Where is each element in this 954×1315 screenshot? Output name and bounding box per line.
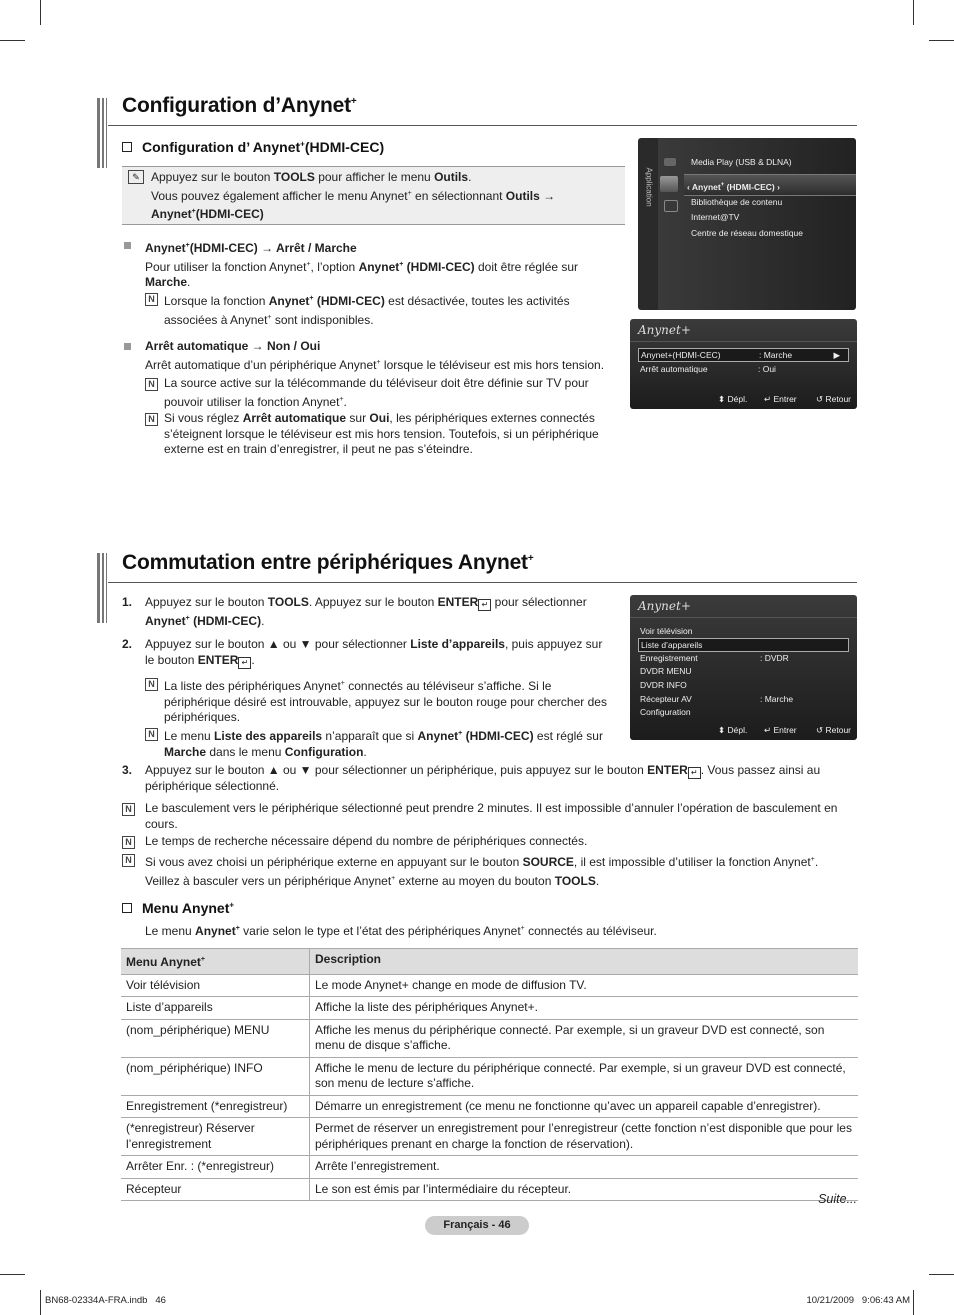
note-text: La source active sur la télécommande du téléviseur doit être définie sur TV pour pouvoir utiliser la fonction Anynet+. <box>164 376 589 409</box>
device-menu-item[interactable]: DVDR MENU <box>640 666 692 676</box>
section-bars <box>97 553 107 623</box>
arrow-right-icon: ▶ <box>833 350 840 360</box>
anynet-logo: Anynet+ <box>638 323 691 337</box>
menu-item[interactable]: Centre de réseau domestique <box>691 228 803 238</box>
menu-cell: Arrêter Enr. : (*enregistreur) <box>121 1156 310 1179</box>
square-bullet-icon <box>124 242 131 249</box>
table-row <box>121 1057 858 1095</box>
note-text: Si vous réglez Arrêt automatique sur Oui, les périphériques externes connectés s’éteignent lorsque le téléviseur est mis hors tension. Toutefois, si un périphérique externe est en train d’enregistrer, il peut ne pas s’éteindre. <box>164 411 599 456</box>
table-row <box>121 1019 858 1057</box>
checkbox-bullet-icon <box>122 142 132 152</box>
content-library-icon <box>664 200 678 212</box>
section-title: Commutation entre périphériques Anynet+ <box>122 551 534 574</box>
note-icon: N <box>145 678 158 691</box>
print-datetime: 10/21/2009 9:06:43 AM <box>806 1295 910 1306</box>
anynet-icon <box>660 176 678 192</box>
header-divider <box>630 341 857 342</box>
table-row <box>121 997 858 1020</box>
section-rule <box>108 125 857 126</box>
return-icon: ↺ <box>816 394 826 404</box>
device-menu-item[interactable]: DVDR INFO <box>640 680 687 690</box>
menu-intro: Le menu Anynet+ varie selon le type et l’état des périphériques Anynet+ connectés au téléviseur. <box>145 924 657 938</box>
menu-item[interactable]: Bibliothèque de contenu <box>691 197 783 207</box>
crop-mark <box>0 40 25 41</box>
crop-mark <box>929 40 954 41</box>
note-icon: N <box>145 293 158 306</box>
desc-cell: Affiche les menus du périphérique connecté. Par exemple, si un graveur DVD est connecté, son menu de disque s’affiche. <box>310 1019 859 1057</box>
table-row <box>121 1095 858 1118</box>
crop-mark <box>0 1274 25 1275</box>
note-text: Lorsque la fonction Anynet+ (HDMI-CEC) est désactivée, toutes les activités associées à Anynet+ sont indisponibles. <box>164 294 570 327</box>
note-icon: N <box>122 854 135 867</box>
footer-move: ⬍ Dépl. <box>718 725 748 735</box>
enter-icon: ↵ <box>478 599 491 611</box>
setup-row-hdmi[interactable]: Anynet+(HDMI-CEC) : Marche ▶ <box>638 348 849 362</box>
menu-cell: (nom_périphérique) MENU <box>121 1019 310 1057</box>
device-menu-item[interactable]: Configuration <box>640 707 691 717</box>
note-icon: N <box>122 836 135 849</box>
print-file-info: BN68-02334A-FRA.indb 46 <box>45 1295 166 1306</box>
crop-mark <box>913 0 914 25</box>
note-icon: N <box>122 803 135 816</box>
step-2: Appuyez sur le bouton ▲ ou ▼ pour sélectionner Liste d’appareils, puis appuyez sur le bouton ENTER ↵ . <box>145 637 603 667</box>
updown-icon: ⬍ <box>718 725 728 735</box>
step-number: 3. <box>122 763 133 777</box>
desc-cell: Le son est émis par l’intermédiaire du récepteur. <box>310 1178 859 1201</box>
desc-cell: Affiche le menu de lecture du périphérique connecté. Par exemple, si un graveur DVD est connecté, son menu de lecture s’affiche. <box>310 1057 859 1095</box>
setup-row-auto-off[interactable]: Arrêt automatique : Oui <box>640 364 776 374</box>
crop-mark <box>929 1274 954 1275</box>
square-bullet-icon <box>124 343 131 350</box>
info-box-text: Appuyez sur le bouton TOOLS pour afficher le menu Outils. Vous pouvez également afficher le menu Anynet+ en sélectionnant Outils → Anynet+(HDMI-CEC) <box>151 170 556 221</box>
anynet-menu-table <box>121 948 858 1201</box>
note-text: Si vous avez choisi un périphérique externe en appuyant sur le bouton SOURCE, il est impossible d’utiliser la fonction Anynet+. Veillez à basculer vers un périphérique Anynet+ externe au moyen du bouton TOOLS. <box>145 855 819 888</box>
return-icon: ↺ <box>816 725 826 735</box>
step-3: Appuyez sur le bouton ▲ ou ▼ pour sélectionner un périphérique, puis appuyez sur le bouton ENTER ↵ . Vous passez ainsi au périphérique sélectionné. <box>145 763 821 793</box>
menu-cell: Voir télévision <box>121 974 310 997</box>
desc-cell: Démarre un enregistrement (ce menu ne fonctionne qu’avec un appareil capable d’enregistrer). <box>310 1095 859 1118</box>
menu-cell: Récepteur <box>121 1178 310 1201</box>
desc-cell: Arrête l’enregistrement. <box>310 1156 859 1179</box>
step-number: 2. <box>122 637 133 651</box>
table-row <box>121 1118 858 1156</box>
desc-cell: Le mode Anynet+ change en mode de diffusion TV. <box>310 974 859 997</box>
footer-enter: ↵ Entrer <box>764 725 797 735</box>
note-icon: N <box>145 728 158 741</box>
application-menu-screen <box>638 138 856 310</box>
device-menu-item[interactable]: Voir télévision <box>640 626 693 636</box>
anynet-device-screen <box>630 595 857 740</box>
subheading: Configuration d’ Anynet+(HDMI-CEC) <box>122 139 384 155</box>
device-menu-item[interactable]: Récepteur AV : Marche <box>640 694 794 704</box>
note-text: Le temps de recherche nécessaire dépend du nombre de périphériques connectés. <box>145 834 588 848</box>
anynet-logo: Anynet+ <box>638 599 691 613</box>
section-bars <box>97 98 107 168</box>
continued-label: Suite... <box>818 1192 857 1206</box>
footer-back: ↺ Retour <box>816 725 851 735</box>
item-anynet-hdmi: Anynet+(HDMI-CEC) → Arrêt / Marche Pour utiliser la fonction Anynet+, l’option Anynet+ (HDMI-CEC) doit être réglée sur Marche. <box>145 241 579 289</box>
device-menu-item-selected[interactable]: Liste d’appareils <box>638 638 849 652</box>
section-rule <box>108 582 857 583</box>
enter-icon: ↵ <box>688 767 701 779</box>
enter-icon: ↵ <box>238 657 251 669</box>
media-play-icon <box>664 158 676 166</box>
menu-item-selected[interactable]: ‹ Anynet+ (HDMI-CEC) › <box>684 174 856 196</box>
anynet-setup-screen <box>630 319 857 409</box>
device-menu-item[interactable]: Enregistrement : DVDR <box>640 653 789 663</box>
item-auto-off: Arrêt automatique → Non / Oui Arrêt automatique d’un périphérique Anynet+ lorsque le téléviseur est mis hors tension. <box>145 339 605 372</box>
step-1: Appuyez sur le bouton TOOLS. Appuyez sur le bouton ENTER ↵ pour sélectionner Anynet+ (HDMI-CEC). <box>145 595 587 628</box>
crop-mark <box>913 1290 914 1315</box>
desc-cell: Affiche la liste des périphériques Anynet+. <box>310 997 859 1020</box>
header-divider <box>630 617 857 618</box>
enter-icon: ↵ <box>764 394 774 404</box>
menu-cell: (nom_périphérique) INFO <box>121 1057 310 1095</box>
menu-item[interactable]: Internet@TV <box>691 212 740 222</box>
step-number: 1. <box>122 595 133 609</box>
col-menu-header: Menu Anynet+ <box>121 949 310 975</box>
enter-icon: ↵ <box>764 725 774 735</box>
footer-back: ↺ Retour <box>816 394 851 404</box>
table-row <box>121 1156 858 1179</box>
side-label: Application <box>644 167 654 207</box>
menu-cell: (*enregistreur) Réserver l’enregistrement <box>121 1118 310 1156</box>
menu-cell: Liste d’appareils <box>121 997 310 1020</box>
table-row <box>121 1178 858 1201</box>
section-title: Configuration d’Anynet+ <box>122 94 357 117</box>
footer-move: ⬍ Dépl. <box>718 394 748 404</box>
menu-item[interactable]: Media Play (USB & DLNA) <box>691 157 792 167</box>
col-description-header: Description <box>310 949 859 975</box>
note-text: Le menu Liste des appareils n’apparaît que si Anynet+ (HDMI-CEC) est réglé sur Marche dans le menu Configuration. <box>164 729 603 759</box>
checkbox-bullet-icon <box>122 903 132 913</box>
crop-mark <box>40 0 41 25</box>
note-icon: N <box>145 378 158 391</box>
page-number-badge: Français - 46 <box>425 1216 529 1235</box>
desc-cell: Permet de réserver un enregistrement pour l’enregistreur (cette fonction n’est disponible que pour les périphériques prenant en charge la fonction de réservation). <box>310 1118 859 1156</box>
updown-icon: ⬍ <box>718 394 728 404</box>
note-text: Le basculement vers le périphérique sélectionné peut prendre 2 minutes. Il est impossible d’annuler l’opération de basculement en cours. <box>145 801 838 831</box>
table-row <box>121 974 858 997</box>
menu-cell: Enregistrement (*enregistreur) <box>121 1095 310 1118</box>
note-text: La liste des périphériques Anynet+ connectés au téléviseur s’affiche. Si le périphérique désiré est introuvable, appuyez sur le bouton rouge pour chercher des périphériques. <box>164 679 607 724</box>
note-icon: N <box>145 413 158 426</box>
crop-mark <box>40 1290 41 1315</box>
menu-anynet-heading: Menu Anynet+ <box>122 900 234 916</box>
table-header-row <box>121 949 858 975</box>
footer-enter: ↵ Entrer <box>764 394 797 404</box>
remote-icon: ✎ <box>128 170 144 184</box>
